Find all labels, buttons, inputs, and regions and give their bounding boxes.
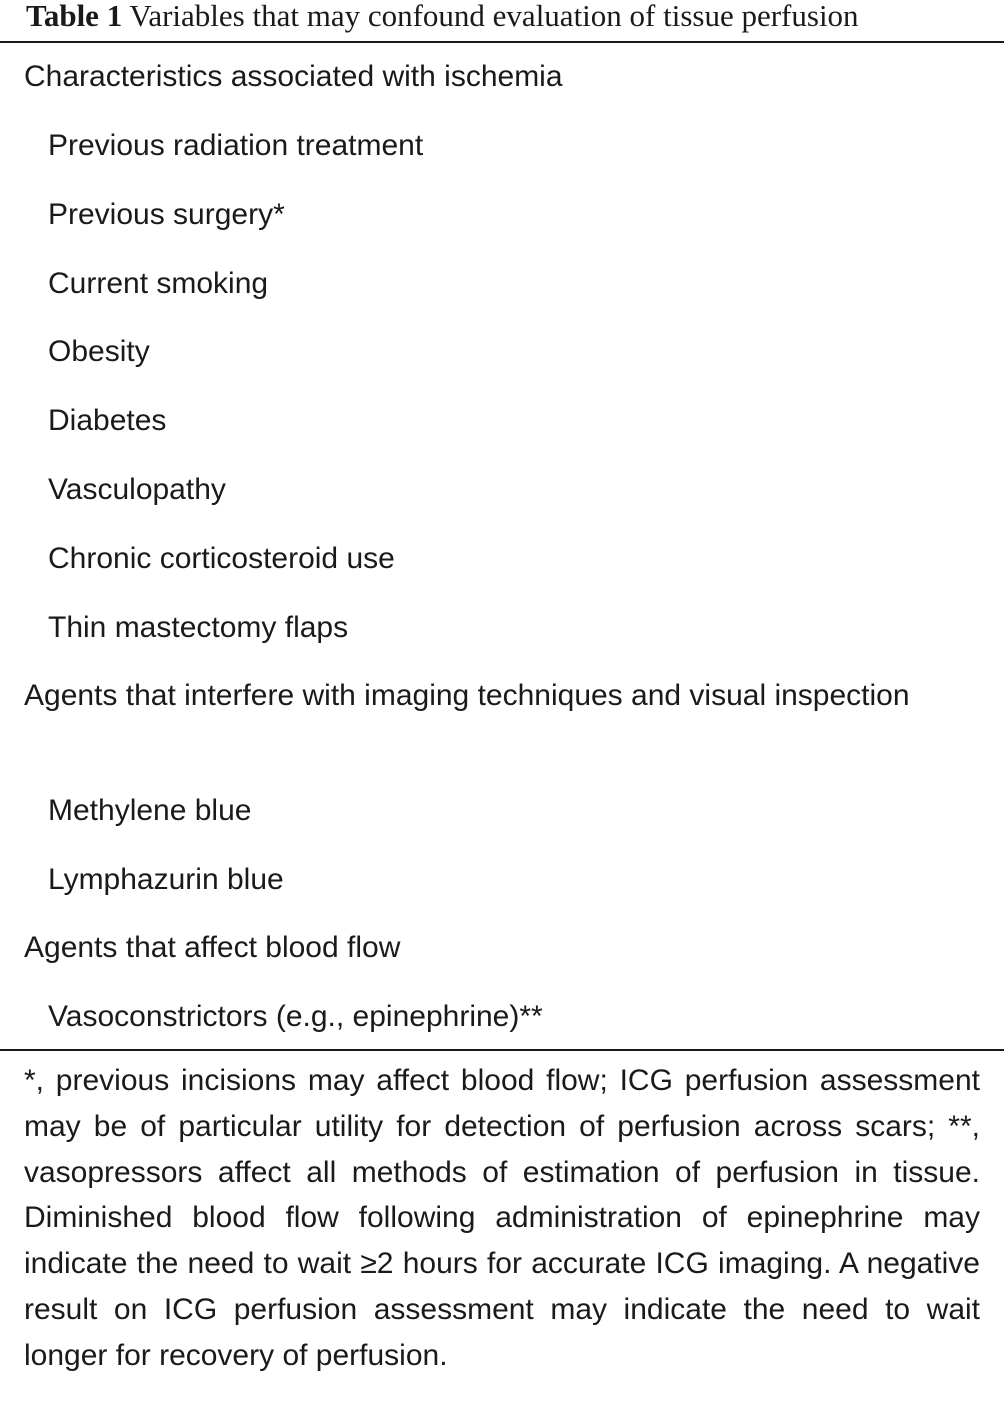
table-row: Methylene blue <box>48 794 252 827</box>
table-row: Vasculopathy <box>48 473 226 506</box>
table-caption-text: Variables that may confound evaluation of tissue perfusion <box>122 0 859 33</box>
table-caption-label: Table 1 <box>26 0 123 33</box>
table-row: Previous surgery* <box>48 198 285 231</box>
table-row: Current smoking <box>48 267 269 300</box>
table-caption <box>26 0 1001 36</box>
table-row: Chronic corticosteroid use <box>48 542 395 575</box>
table-row-heading: Agents that affect blood flow <box>24 931 401 964</box>
table-row-heading: Characteristics associated with ischemia <box>24 60 563 93</box>
table-row: Diabetes <box>48 404 167 437</box>
table-bottom-rule <box>0 1049 1004 1051</box>
table-body <box>0 43 1004 1049</box>
table-row: Lymphazurin blue <box>48 863 284 896</box>
table-row: Obesity <box>48 335 150 368</box>
table-row: Previous radiation treatment <box>48 129 424 162</box>
table-row: Vasoconstrictors (e.g., epinephrine)** <box>48 1000 543 1033</box>
table-footnote: *, previous incisions may affect blood flow; ICG perfusion assessment may be of particular utility for detection of perfusion across scars; **, vasopressors affect all methods of estimation of perfusion in tissue. Diminished blood flow following administration of epinephrine may indicate the need to wait ≥2 hours for accurate ICG imaging. A negative result on ICG perfusion assessment may indicate the need to wait longer for recovery of perfusion. <box>24 1064 980 1372</box>
table-row: Thin mastectomy flaps <box>48 611 349 644</box>
table-row-heading: Agents that interfere with imaging techniques and visual inspection <box>24 679 910 712</box>
